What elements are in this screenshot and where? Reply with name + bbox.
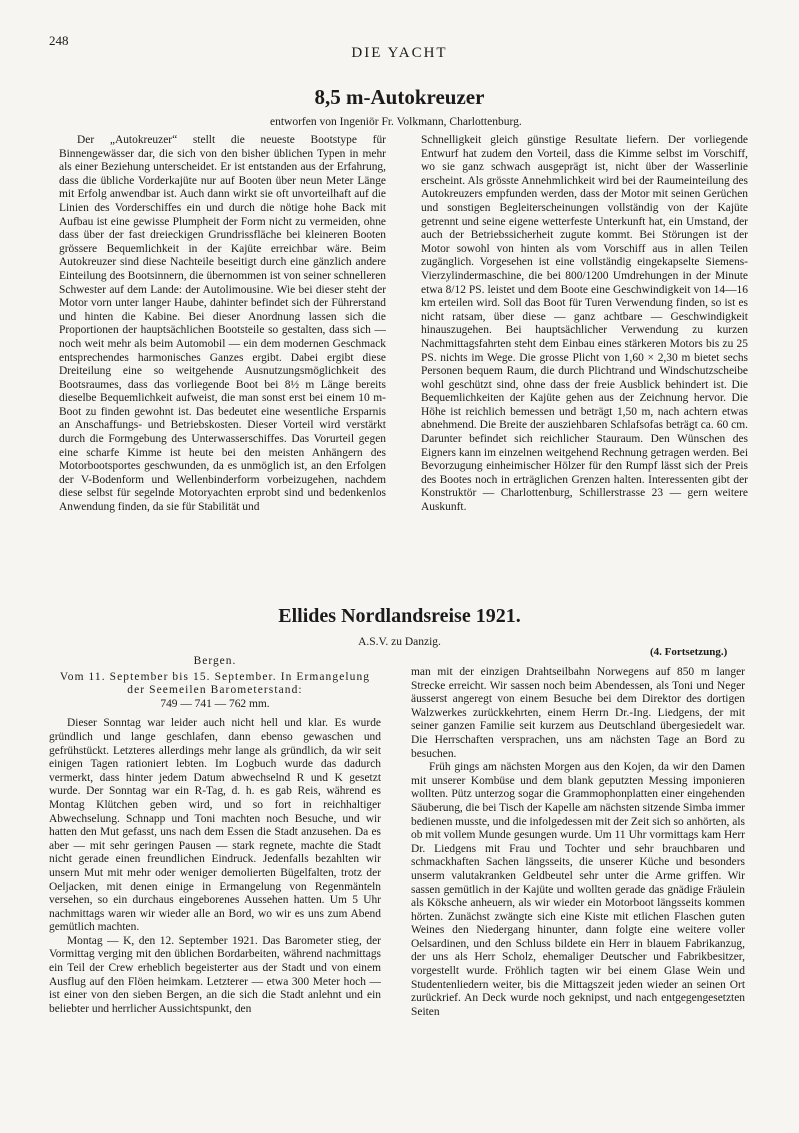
article2-title: Ellides Nordlandsreise 1921. bbox=[278, 605, 521, 627]
article2-byline: A.S.V. zu Danzig. bbox=[358, 636, 441, 648]
date-range: Vom 11. September bis 15. September. In Ermangelung der Seemeilen Barometerstand: bbox=[59, 670, 371, 697]
barometer-reading: 749 — 741 — 762 mm. bbox=[160, 697, 270, 710]
article1-column-right bbox=[421, 134, 748, 586]
article1-title: 8,5 m-Autokreuzer bbox=[314, 85, 485, 109]
paragraph: Montag — K, den 12. September 1921. Das Barometer stieg, der Vormittag verging mit den üblichen Bordarbeiten, während nachmittags ein Teil der Crew erheblich begeisterter aus der Stadt und von einem Ausflug auf den Flöen heimkam. Letzterer — etwa 300 Meter hoch — ist einer von den sieben Bergen, an die sich die Stadt anlehnt und ein beliebter und herrlicher Aussichtspunkt, den bbox=[49, 934, 381, 1015]
journal-header: DIE YACHT bbox=[351, 45, 448, 61]
paragraph: Früh gings am nächsten Morgen aus den Kojen, da wir den Damen mit unserer Kombüse und dem blank geputzten Messing imponieren wollten. Pütz unterzog sogar die Grammophonplatten einer eingehenden Säuberung, die bei Tisch der Kapelle am nächsten sitzende Simba immer bedienen musste, und die infolgedessen mit der Zeit sich so anhörten, als ob mit vollem Munde gesungen wurde. Um 11 Uhr vormittags kam Herr Dr. Liedgens mit Frau und Tochter und sehr brauchbaren und schmackhaften Sachen längsseits, die unserer Küche und besonders unserm valutakranken Geldbeutel sehr unter die Arme griffen. Wir sassen gemütlich in der Kajüte und wollten gerade das gnädige Fräulein als Köksche anheuern, als wir wieder ein Motorboot längsseits kommen hörten. Zunächst zwängte sich eine Kiste mit etlichen Flaschen guten Weines den Niedergang hinunter, dann folgte eine weitere voller Oelsardinen, und den Schluss bildete ein Herr in blauem Fabrikanzug, der uns als Herr Scholz, ehemaliger Deutscher und Fabrikbesitzer, vorgestellt wurde. Fröhlich tagten wir bei einem Glase Wein und Studentenliedern weiter, bis die Mittagszeit jeden wieder an seinen Ort zurückrief. An Deck wurde noch geknipst, und nach entgegengesetzten Seiten bbox=[411, 761, 745, 1018]
paragraph: Dieser Sonntag war leider auch nicht hell und klar. Es wurde gründlich und lange geschlafen, dann ebenso gewaschen und gefrühstückt. Letzteres allerdings mehr lange als gründlich, da wir seit einigen Tagen rationiert lebten. Im Logbuch wurde das dadurch vermerkt, dass hinter jedem Datum abwechselnd R und K gesetzt wurde. Der Sonntag war ein R-Tag, d. h. es gab Reis, während es Montag Klütchen geben wird, und so fort in reichhaltiger Abwechselung. Schnapp und Toni machten noch Besuche, und wir hatten den Mut gefasst, uns nach dem Essen die Stadt anzusehen. Da es aber — mit sehr geringen Pausen — stark regnete, machte die Stadt nicht gerade einen freundlichen Eindruck. Jedenfalls bezahlten wir unsern Mut mit mehr oder weniger demolierten Bügelfalten, trotz der Oeljacken, mit denen einige in Ermangelung von Regenmänteln versehen, so ein durchaus eingeborenes Aussehen hatten. Um 5 Uhr nachmittags waren wir wieder alle an Bord, wo wir es uns zum Abend gemütlich machten. bbox=[49, 717, 381, 934]
page-number: 248 bbox=[49, 33, 69, 48]
continuation-note: (4. Fortsetzung.) bbox=[650, 646, 728, 658]
article2-column-right bbox=[411, 666, 745, 1098]
article2-column-left bbox=[49, 655, 381, 1095]
section-heading: Bergen. bbox=[193, 655, 237, 667]
paragraph: man mit der einzigen Drahtseilbahn Norwegens auf 850 m langer Strecke erreicht. Wir sassen noch beim Abendessen, als Toni und Neger äusserst angeregt von einem Besuche bei dem Direktor des dortigen Walzwerkes zurückkehrten, einem Herrn Dr.-Ing. Liedgens, der mit seiner ganzen Familie seit kurzem aus Deutschland übergesiedelt war. Die Herrschaften versprachen, uns am nächsten Tage an Bord zu besuchen. bbox=[411, 666, 745, 760]
article1-byline: entworfen von Ingeniör Fr. Volkmann, Charlottenburg. bbox=[270, 116, 522, 128]
paragraph: Der „Autokreuzer“ stellt die neueste Bootstype für Binnengewässer dar, die sich von den bisher üblichen Typen in mehr als einer Beziehung unterscheidet. Er ist entstanden aus der Erfahrung, dass die übliche Vorderkajüte nur auf Booten über neun Meter Länge mit Erfolg anwendbar ist. Auch dann wirkt sie oft unvorteilhaft auf die Linien des Vorderschiffes ein und durch die nötige hohe Back mit Aufbau ist eine gewisse Plumpheit der Form nicht zu vermeiden, ohne dass über der fast dreieckigen Grundrissfläche bei kleineren Booten grössere Bequemlichkeit in der Kajüte erreichbar wäre. Beim Autokreuzer sind diese Nachteile beseitigt durch eine gänzlich andere Einteilung des Bootsinnern, die übernommen ist von seiner schnelleren Schwester auf dem Lande: der Autolimousine. Wie bei dieser steht der Motor vorn unter langer Haube, dahinter befindet sich der Führerstand und hinten die Kabine. Bei dieser Anordnung lassen sich die Proportionen der hauptsächlichen Bootsteile so gestalten, dass sich — noch weit mehr als beim Automobil — ein dem modernen Geschmack entsprechendes harmonisches Ganzes ergibt. Dabei ergibt diese Dreiteilung eine so weitgehende Ausnutzungsmöglichkeit des Bootsraumes, dass das vorliegende Boot bei 8½ m Länge bereits dieselbe Bequemlichkeit aufweist, die man sonst erst bei einem 10 m-Boot zu finden gewohnt ist. Das bedeutet eine wesentliche Ersparnis an Anschaffungs- und Betriebskosten. Dieser Vorteil wird verstärkt durch die Formgebung des Unterwasserschiffes. Das Vorurteil gegen eine scharfe Kimme ist heute bei den meisten Anhängern des Motorbootsportes geschwunden, da es unmöglich ist, an den Erfolgen der V-Bodenform und Wellenbinderform vorbeizugehen, nachdem diese selbst für segelnde Motoryachten erprobt sind und bedenkenlos Anwendung finden, da sie für Stabilität und bbox=[59, 134, 386, 514]
article1-column-left bbox=[59, 134, 386, 579]
paragraph: Schnelligkeit gleich günstige Resultate liefern. Der vorliegende Entwurf hat zudem den Vorteil, dass die Kimme selbst im Vorschiff, wo sie ganz schwach ausgeprägt ist, nicht über der Wasserlinie erscheint. Als grösste Annehmlichkeit wird bei der Raumeinteilung des Autokreuzers empfunden werden, dass der Motor mit seinen Gerüchen und sonstigen Begleiterscheinungen vollständig von der Kajüte getrennt und seine eigene wetterfeste Unterkunft hat, ein Umstand, der auch der Betriebssicherheit zugute kommt. Bei Störungen ist der Motor sowohl von hinten als vom Vorschiff aus in allen Teilen zugänglich. Vorgesehen ist eine vollständig eingekapselte Siemens-Vierzylindermaschine, die bei 800/1200 Umdrehungen in der Minute etwa 8/12 PS. leistet und dem Boote eine Geschwindigkeit von 14—16 km erteilen wird. Soll das Boot für Turen Verwendung finden, so ist es nicht ratsam, über diese — ganz achtbare — Geschwindigkeit hinauszugehen. Bei hauptsächlicher Verwendung zu kurzen Nachmittagsfahrten steht dem Einbau eines stärkeren Motors bis zu 25 PS. nichts im Wege. Die grosse Plicht von 1,60 × 2,30 m bietet sechs Personen bequem Raum, die durch Plichtrand und Windschutzscheibe wohl geschützt sind, ohne dass der freie Ausblick behindert ist. Die Bequemlichkeiten der Kajüte gehen aus der Zeichnung hervor. Die Höhe ist reichlich bemessen und beträgt 1,50 m, nach achtern etwas abnehmend. Die Breite der ausziehbaren Schlafsofas beträgt ca. 60 cm. Darunter befindet sich reichlicher Stauraum. Den Wünschen des Eigners kann im einzelnen weitgehend Rechnung getragen werden. Bei Bevorzugung einheimischer Hölzer für den Rumpf lässt sich der Preis des Bootes noch in erträglichen Grenzen halten. Interessenten gibt der Konstruktör — Charlottenburg, Schillerstrasse 23 — gern weitere Auskunft. bbox=[421, 134, 748, 514]
